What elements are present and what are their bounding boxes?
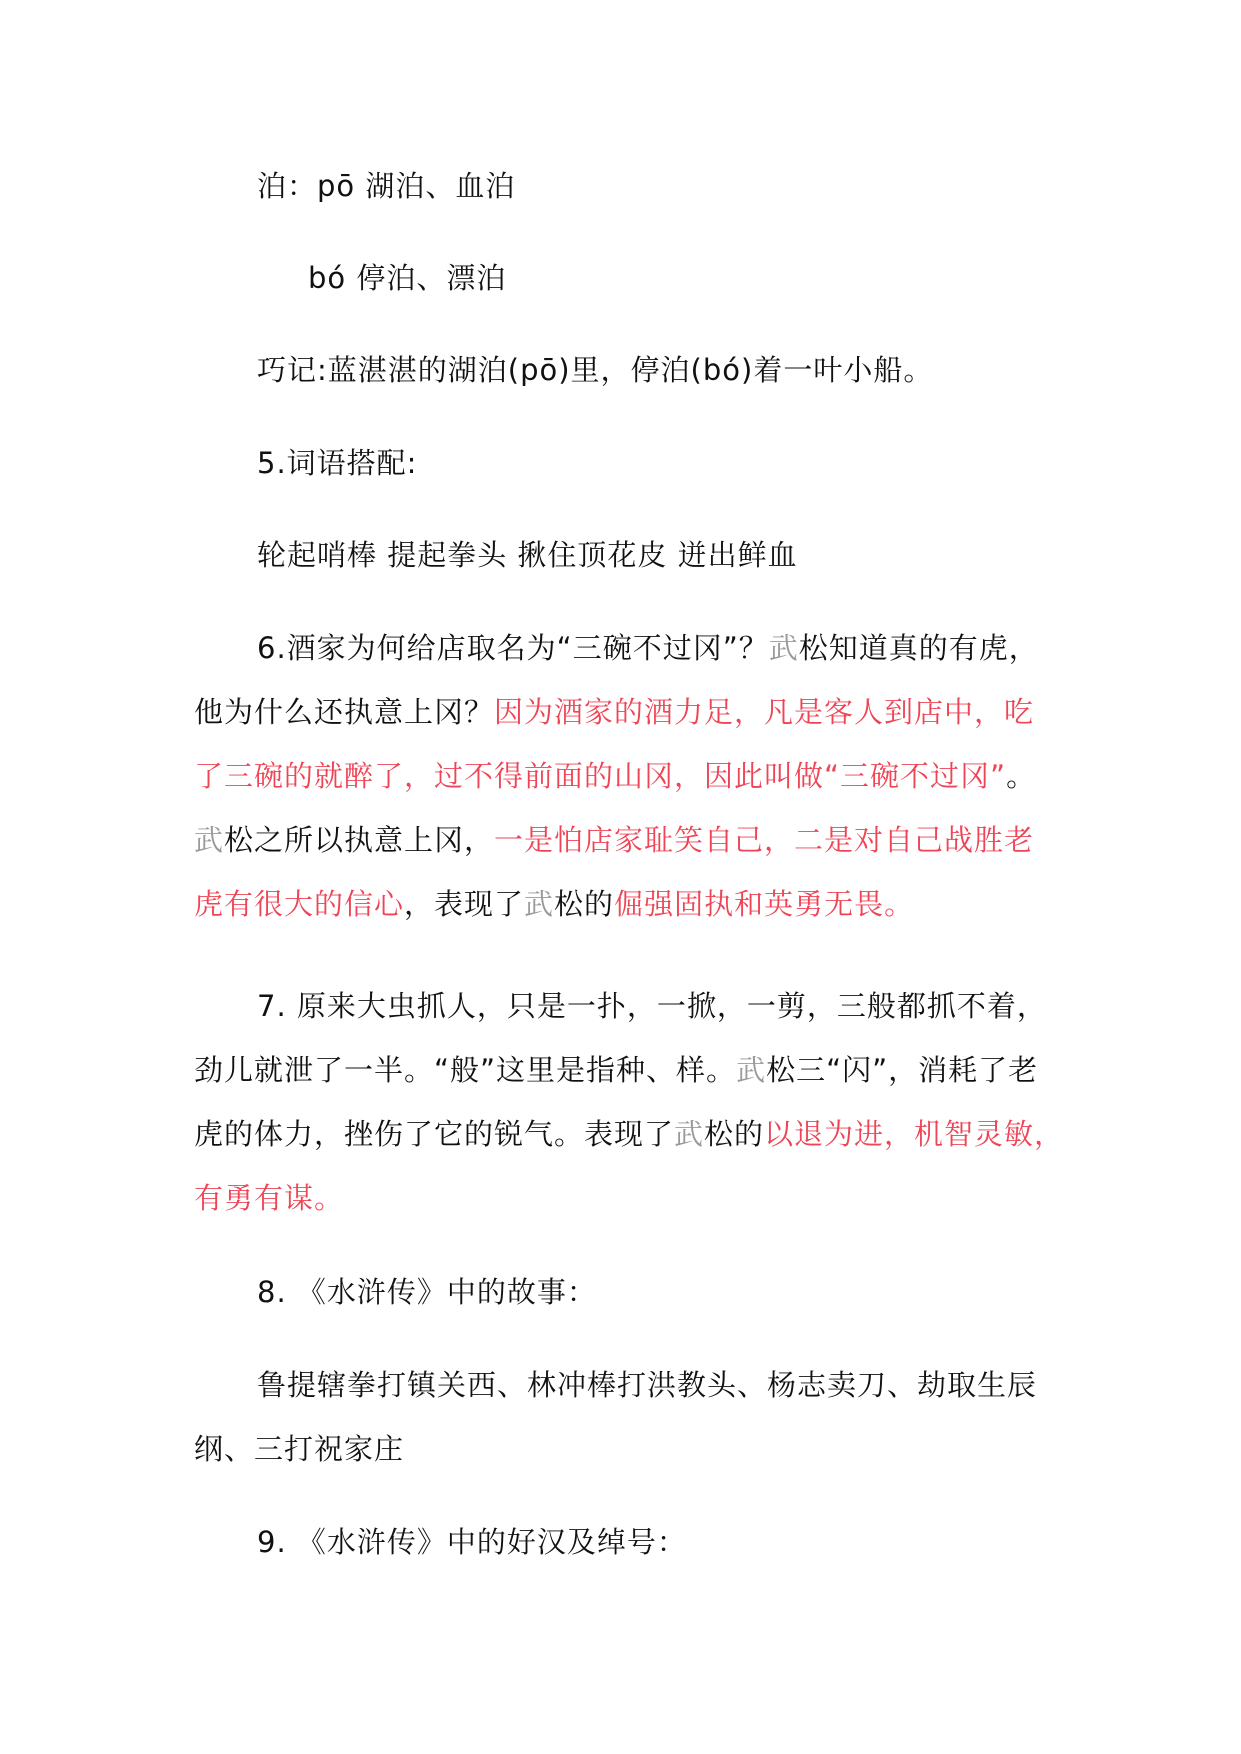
q7-text-b: 劲儿就泄了一半。“般”这里是指种、样。 (194, 1053, 737, 1087)
wu-char: 武 (768, 631, 799, 665)
q7-text-e: 松的 (704, 1117, 765, 1151)
q6-answer-5: 倔强固执和英勇无畏。 (614, 887, 915, 921)
q6-line3 (194, 756, 1036, 796)
q7-line1: 7. 原来大虫抓人，只是一扑，一掀，一剪，三般都抓不着， (257, 989, 1047, 1023)
q8-body-1: 鲁提辖拳打镇关西、林冲棒打洪教头、杨志卖刀、劫取生辰 (257, 1368, 1038, 1402)
q7-line2 (194, 1050, 1038, 1090)
heading-9: 9. 《水浒传》中的好汉及绰号： (257, 1525, 687, 1559)
line-bo: bó 停泊、漂泊 (308, 261, 507, 295)
heading-8: 8. 《水浒传》中的故事： (257, 1275, 597, 1309)
wu-char: 武 (524, 887, 555, 921)
q7-answer-2: 有勇有谋。 (194, 1181, 345, 1215)
wu-char: 武 (674, 1117, 705, 1151)
q6-text-e: ，表现了 (404, 887, 525, 921)
q8-body-2: 纲、三打祝家庄 (194, 1432, 405, 1466)
q6-line2 (194, 692, 1034, 732)
q6-question-end: 他为什么还执意上冈？ (194, 695, 495, 729)
line-mnemonic: 巧记:蓝湛湛的湖泊(pō)里，停泊(bó)着一叶小船。 (257, 353, 934, 387)
q7-answer-1: 以退为进，机智灵敏， (764, 1117, 1065, 1151)
q6-period: 。 (1006, 759, 1037, 793)
heading-5: 5.词语搭配: (257, 446, 418, 480)
q6-answer-4: 虎有很大的信心 (194, 887, 405, 921)
wu-char: 武 (736, 1053, 767, 1087)
q7-text-d: 虎的体力，挫伤了它的锐气。表现了 (194, 1117, 675, 1151)
q6-answer-2: 了三碗的就醉了，过不得前面的山冈，因此叫做“三碗不过冈” (194, 759, 1007, 793)
q6-question: 6.酒家为何给店取名为“三碗不过冈”？ (257, 631, 769, 665)
q6-line4 (194, 820, 1034, 860)
q6-text-d: 松之所以执意上冈， (224, 823, 495, 857)
q7-text-c: 松三“闪”，消耗了老 (766, 1053, 1039, 1087)
q6-answer-3: 一是怕店家耻笑自己，二是对自己战胜老 (494, 823, 1035, 857)
line-collocations: 轮起哨棒 提起拳头 揪住顶花皮 迸出鲜血 (257, 538, 798, 572)
q6-text-f: 松的 (554, 887, 615, 921)
q6-line5 (194, 884, 914, 924)
line-po: 泊：pō 湖泊、血泊 (257, 169, 516, 203)
q6-question-cont: 松知道真的有虎， (798, 631, 1039, 665)
q7-line3 (194, 1114, 1064, 1154)
q6-line1 (257, 628, 1039, 668)
q7-line4 (194, 1178, 344, 1218)
wu-char: 武 (194, 823, 225, 857)
q6-answer-1: 因为酒家的酒力足，凡是客人到店中，吃 (494, 695, 1035, 729)
